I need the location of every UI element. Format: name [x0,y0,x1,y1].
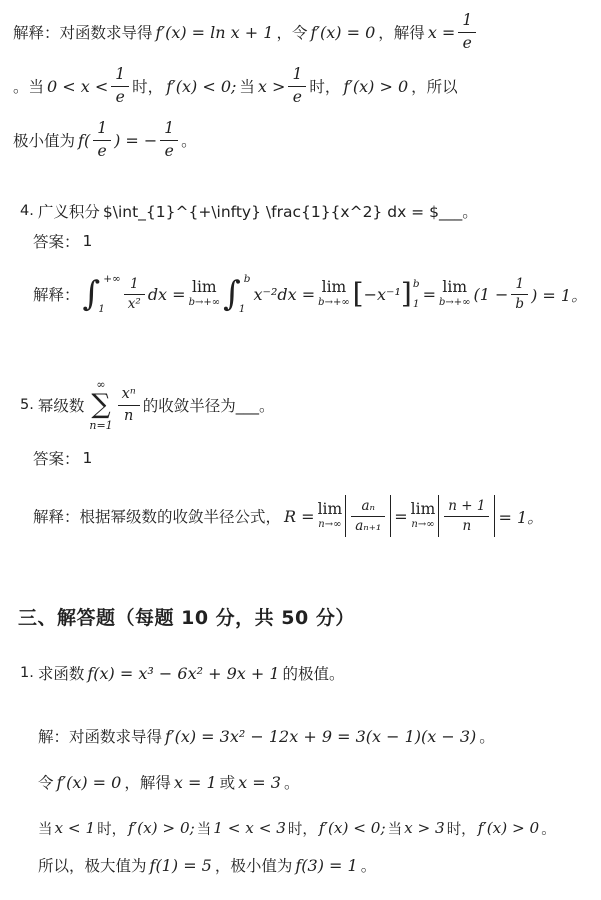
question4-explanation [33,264,587,324]
fraction [444,498,489,535]
fraction-numerator: 1 [462,11,473,30]
math-run: ) = 1。 [531,285,588,305]
math-run: f′(x) < 0; [318,819,386,837]
limit-word: lim [317,500,343,519]
text-run: 幂级数 [37,397,85,415]
math-run: x > [257,76,286,96]
limit-subscript: n→∞ [318,518,342,530]
text-run: 的收敛半径为___。 [142,397,275,415]
text-run: 所以，极大值为 [38,857,147,875]
limit-word: lim [321,278,347,297]
text-run: 求函数 [37,665,85,683]
fraction [160,119,178,161]
math-run: f′(x) < 0; [166,76,237,96]
math-run: = 1。 [498,507,544,527]
section-heading-text: 三、解答题（每题 10 分，共 50 分） [18,606,355,629]
integral-upper-limit: +∞ [103,273,121,285]
fraction [351,498,385,535]
fraction-denominator: b [511,294,528,313]
math-run: f′(x) > 0; [128,819,195,837]
question-number: 1. [20,665,34,681]
text-run: ，解得 [378,24,425,42]
fraction-numerator: 1 [97,119,108,138]
fraction [118,385,140,424]
text-run: 当 [239,78,255,96]
integral-icon: ∫ [82,274,101,314]
fraction-denominator: x² [124,294,145,313]
math-run: x⁻²dx = [253,284,316,304]
explanation-label: 解释：根据幂级数的收敛半径公式， [33,508,282,526]
limit-subscript: n→∞ [411,518,435,530]
text-run: 。 [283,774,300,792]
math-run: 0 < x < [47,76,109,96]
question5-answer [33,446,92,470]
integral [83,273,121,315]
summation-upper-limit: ∞ [96,378,106,391]
fraction-numerator: 1 [164,119,175,138]
question5-stem [20,370,275,440]
math-run: = [422,284,436,304]
fraction [288,65,306,107]
fraction [124,276,145,313]
math-run: f( [78,130,91,150]
fraction-numerator: n + 1 [448,497,486,514]
explanation-line-1 [13,4,476,60]
answer-label: 答案： [33,233,80,251]
abs-value [345,495,391,538]
math-run: x = 1 [173,772,217,792]
math-run: R = [284,506,315,526]
text-run: 广义积分 [37,203,100,221]
math-run: f′(x) = 3x² − 12x + 9 = 3(x − 1)(x − 3) [165,726,477,746]
fraction-denominator: e [288,86,306,107]
answer-label: 答案： [33,450,80,468]
fraction-denominator: e [111,86,129,107]
math-run: f′(x) = 0 [56,772,122,792]
limit-word: lim [410,500,436,519]
math-run: f′(x) = 0 [310,22,376,42]
limit-operator [189,280,221,308]
bracket-subscript: 1 [412,298,420,310]
summation [89,379,112,431]
text-run: 当 [38,821,53,838]
math-run: 1 < x < 3 [213,819,286,837]
text-run: 。当 [13,78,45,96]
fraction-numerator: aₙ [361,497,375,514]
math-run: f′(x) > 0 [477,819,540,837]
limit-subscript: b→+∞ [438,296,471,308]
s3-question1-stem [20,657,345,689]
fraction-denominator: n [444,516,489,535]
fraction-denominator: e [160,140,178,161]
math-run: f(3) = 1 [295,855,358,875]
fraction-denominator: e [458,32,476,53]
text-run: 时， [309,78,341,96]
limit-subscript: b→+∞ [188,296,221,308]
fraction [93,119,111,161]
math-run: x < 1 [54,819,96,837]
limit-word: lim [442,278,468,297]
s3-q1-solution-line-3 [38,814,556,842]
fraction-numerator: 1 [130,275,139,292]
latex-source-text: $\int_{1}^{+\infty} \frac{1}{x^2} dx = $___。 [102,203,478,221]
integral-lower-limit: 1 [98,303,105,315]
summation-lower-limit: n=1 [89,419,113,432]
question5-explanation [33,486,543,546]
math-run: = [394,506,408,526]
text-run: 。 [541,821,556,838]
integral-icon: ∫ [223,274,241,314]
left-bracket: [ [352,277,364,310]
fraction-numerator: 1 [515,275,525,292]
text-run: ，解得 [124,774,171,792]
s3-q1-solution-line-4 [38,851,376,879]
math-run: f′(x) > 0 [343,76,409,96]
s3-q1-solution-line-1 [38,722,495,750]
fraction-denominator: aₙ₊₁ [351,516,385,535]
math-run: f(x) = x³ − 6x² + 9x + 1 [87,663,280,683]
explanation-line-2 [13,58,458,114]
text-run: 解：对函数求导得 [38,728,163,746]
text-run: 。 [181,132,197,150]
explanation-label: 解释： [33,286,80,304]
question-number: 4. [20,203,34,219]
text-run: ，令 [276,24,308,42]
right-bracket: ] [400,277,412,310]
text-run: 当 [196,821,212,838]
math-run: x > 3 [404,819,445,837]
fraction-denominator: e [93,140,111,161]
text-run: ，所以 [411,78,458,96]
math-run: x = 3 [238,772,281,792]
section-heading [18,601,355,631]
text-run: 。 [360,857,377,875]
limit-word: lim [192,278,217,297]
limit-operator [411,502,436,530]
question4-stem [20,199,478,223]
integral [223,273,250,315]
abs-value [438,495,495,538]
fraction-numerator: 1 [292,65,303,84]
explanation-line-3 [13,112,197,168]
limit-subscript: b→+∞ [318,296,350,308]
answer-value: 1 [82,232,93,250]
limit-operator [439,280,471,308]
math-run: x = [427,22,456,42]
text-run: 时， [287,821,317,838]
bracket-superscript: b [412,278,420,290]
limit-operator [318,502,343,530]
text-run: 时， [97,821,127,838]
text-run: 时， [446,821,476,838]
text-run: 当 [387,821,403,838]
text-run: 时， [132,78,164,96]
text-run: 的极值。 [282,665,345,683]
text-run: 。 [479,728,495,746]
math-run: (1 − [473,284,509,304]
question-number: 5. [20,397,34,413]
text-run: 极小值为 [13,132,76,150]
s3-q1-solution-line-2 [38,768,299,796]
answer-value: 1 [82,449,93,467]
text-run: ，极小值为 [214,857,293,875]
math-run: −x⁻¹ [363,284,401,304]
fraction [511,276,528,313]
limit-operator [318,280,350,308]
fraction-denominator: n [118,405,140,425]
fraction [111,65,129,107]
question4-answer [33,229,92,253]
sigma-icon: ∑ [91,389,111,420]
fraction-numerator: 1 [115,65,126,84]
math-run: f(1) = 5 [149,855,212,875]
eval-bracket [353,278,420,310]
math-run: ) = − [114,130,158,150]
fraction-numerator: xⁿ [121,386,136,403]
text-run: 或 [219,774,236,792]
math-run: dx = [147,284,186,304]
fraction [458,11,476,53]
integral-upper-limit: b [243,273,251,285]
math-run: f′(x) = ln x + 1 [155,22,274,42]
text-run: 令 [38,774,54,792]
text-run: 解释：对函数求导得 [13,24,153,42]
integral-lower-limit: 1 [238,303,246,315]
